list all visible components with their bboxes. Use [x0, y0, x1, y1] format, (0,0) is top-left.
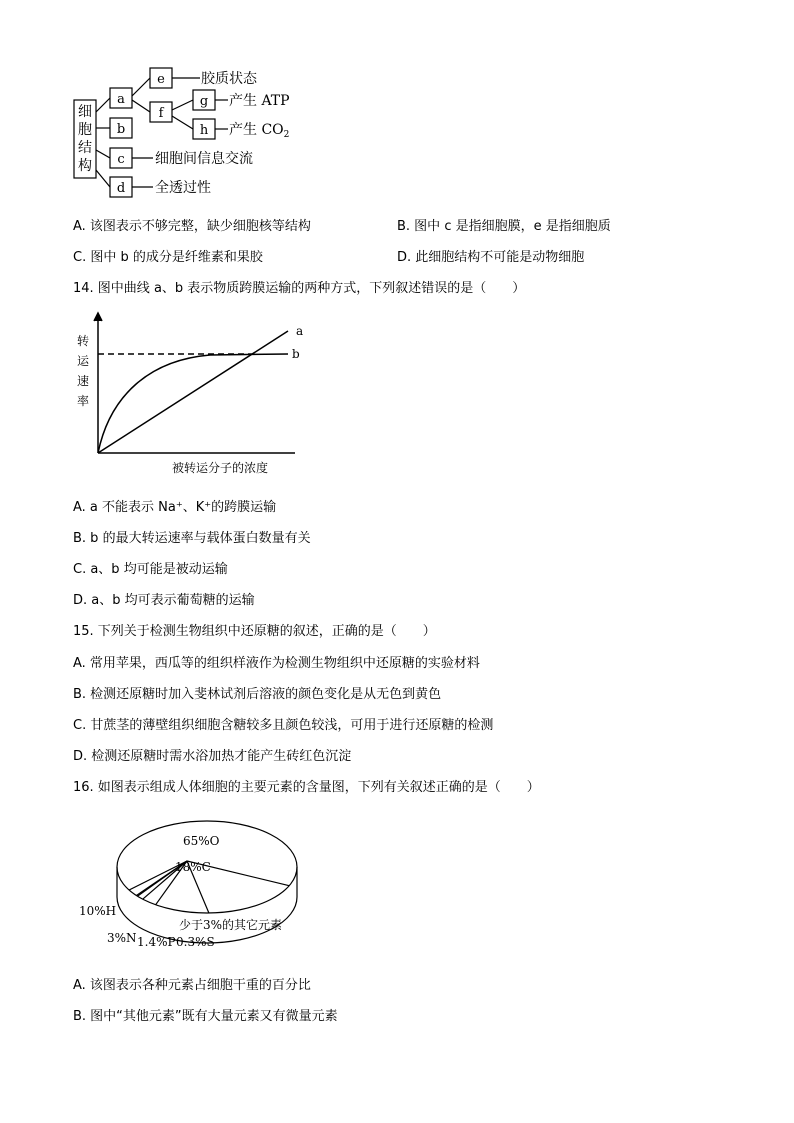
pie-label-少于3%的其它元素: 少于3%的其它元素 [179, 918, 283, 932]
label-c: 细胞间信息交流 [155, 151, 253, 167]
pie-label-S: 0.3%S [176, 935, 215, 949]
q14-option-a: A. a 不能表示 Na⁺、K⁺的跨膜运输 [73, 500, 277, 515]
y-axis-label-char: 速 [76, 374, 90, 388]
x-axis-label: 被转运分子的浓度 [171, 461, 269, 475]
pie-label-P: 1.4%P [137, 935, 176, 949]
label-d: 全透过性 [155, 180, 211, 196]
pie-label-C: 18%C [175, 860, 211, 874]
q14-stem: 14. 图中曲线 a、b 表示物质跨膜运输的两种方式，下列叙述错误的是（ ） [73, 281, 526, 296]
pie-label-O: 65%O [183, 834, 220, 848]
box-a-label: a [117, 92, 125, 107]
q13-option-a: A. 该图表示不够完整，缺少细胞核等结构 [73, 219, 311, 234]
label-e: 胶质状态 [201, 71, 257, 87]
box-g-label: g [199, 94, 209, 109]
q16-option-b: B. 图中“其他元素”既有大量元素又有微量元素 [73, 1009, 338, 1024]
transport-rate-chart [70, 305, 320, 480]
curve-a-label: a [296, 324, 304, 338]
element-content-pie-chart [75, 805, 315, 955]
q15-option-b: B. 检测还原糖时加入斐林试剂后溶液的颜色变化是从无色到黄色 [73, 687, 442, 702]
root-label-char: 结 [78, 140, 92, 156]
box-e-label: e [157, 72, 165, 87]
q15-option-a: A. 常用苹果，西瓜等的组织样液作为检测生物组织中还原糖的实验材料 [73, 656, 480, 671]
q16-stem: 16. 如图表示组成人体细胞的主要元素的含量图，下列有关叙述正确的是（ ） [73, 780, 540, 795]
root-label-char: 胞 [78, 122, 92, 138]
pie-label-H: 10%H [79, 904, 117, 918]
pie-label-N: 3%N [107, 931, 137, 945]
q14-option-d: D. a、b 均可表示葡萄糖的运输 [73, 593, 255, 608]
label-h: 产生 $CO_2$ [229, 122, 290, 140]
q15-stem: 15. 下列关于检测生物组织中还原糖的叙述，正确的是（ ） [73, 624, 436, 639]
label-g: 产生 ATP [229, 93, 290, 109]
box-b-label: b [116, 122, 126, 137]
curve-b-line [98, 354, 288, 453]
y-axis-label [77, 333, 90, 408]
q13-option-d: D. 此细胞结构不可能是动物细胞 [397, 250, 585, 265]
y-axis-label-char: 率 [76, 394, 90, 408]
q13-option-b: B. 图中 c 是指细胞膜，e 是指细胞质 [397, 219, 611, 234]
root-label-char: 构 [78, 158, 92, 174]
box-h-label: h [199, 123, 209, 138]
curve-b-label: b [292, 347, 300, 361]
q15-option-d: D. 检测还原糖时需水浴加热才能产生砖红色沉淀 [73, 749, 352, 764]
box-d-label: d [116, 181, 126, 196]
y-axis-label-char: 运 [76, 354, 90, 368]
q15-option-c: C. 甘蔗茎的薄壁组织细胞含糖较多且颜色较浅，可用于进行还原糖的检测 [73, 718, 494, 733]
box-c-label: c [117, 152, 125, 167]
svg-text:细胞结构 [78, 104, 92, 174]
q14-option-c: C. a、b 均可能是被动运输 [73, 562, 228, 577]
curve-a-line [98, 331, 288, 453]
cell-structure-diagram [60, 60, 340, 210]
q16-option-a: A. 该图表示各种元素占细胞干重的百分比 [73, 978, 311, 993]
q14-option-b: B. b 的最大转运速率与载体蛋白数量有关 [73, 531, 311, 546]
q13-option-c: C. 图中 b 的成分是纤维素和果胶 [73, 250, 263, 265]
root-label-char: 细 [78, 104, 92, 120]
y-axis-label-char: 转 [76, 334, 90, 348]
root-label [78, 104, 92, 174]
box-f-label: f [158, 106, 164, 121]
